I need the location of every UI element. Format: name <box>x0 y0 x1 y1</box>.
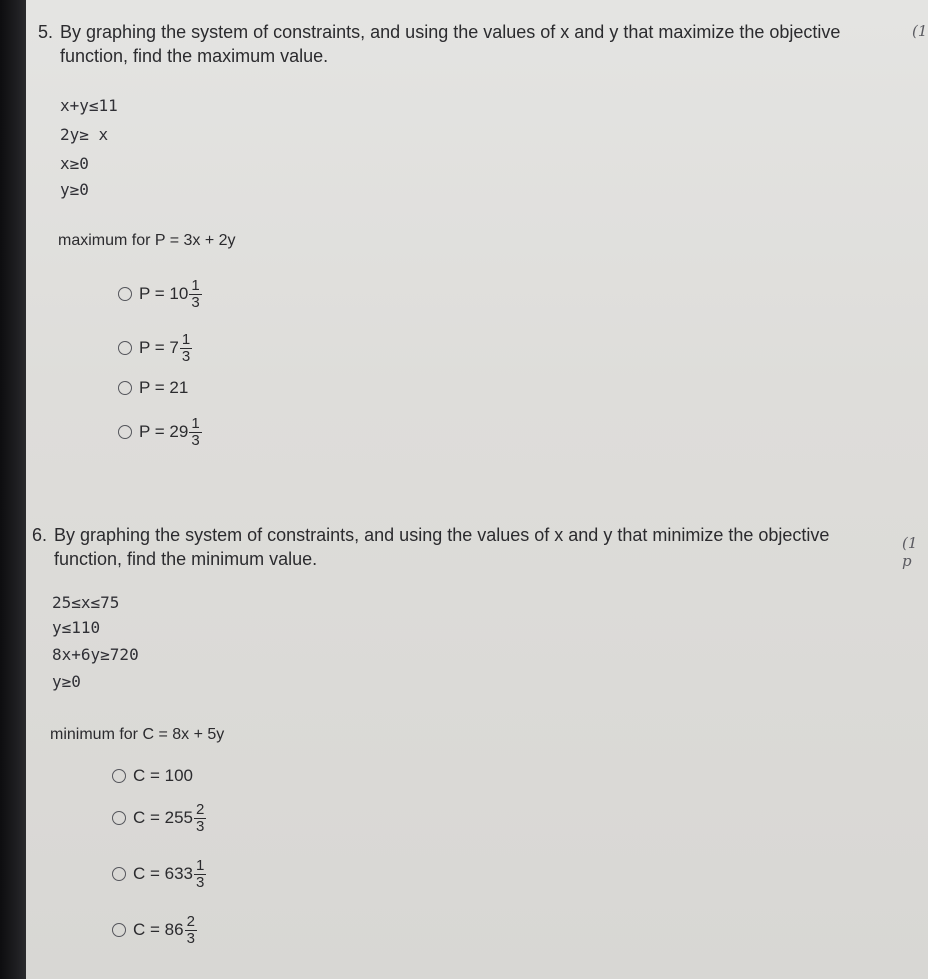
q5-constraint: 2y≥ x <box>60 125 109 144</box>
option-label: P = 7 <box>139 338 179 357</box>
radio-button[interactable] <box>112 769 126 783</box>
q5-line1 <box>38 20 848 44</box>
fraction-numerator: 1 <box>196 856 205 874</box>
q6-objective: minimum for C = 8x + 5y <box>50 726 225 743</box>
fraction-denominator: 3 <box>181 347 191 365</box>
q6-line2: function, find the minimum value. <box>54 549 318 569</box>
option-label: P = 29 <box>139 422 189 441</box>
q6-option-3[interactable] <box>112 854 206 894</box>
fraction-denominator: 3 <box>196 817 205 835</box>
fraction <box>189 416 201 449</box>
q6-option-2[interactable] <box>112 798 206 838</box>
q5-option-2[interactable] <box>118 328 202 368</box>
q6-line1 <box>32 523 842 547</box>
q5-points: (1 <box>912 22 928 40</box>
q6-option-1[interactable] <box>112 762 206 790</box>
option-label: C = 255 <box>133 808 194 827</box>
q6-constraint: 8x+6y≥720 <box>52 645 139 664</box>
fraction-denominator: 3 <box>191 293 200 311</box>
fraction-numerator: 1 <box>191 276 200 294</box>
fraction <box>185 914 197 947</box>
q5-objective: maximum for P = 3x + 2y <box>58 232 236 249</box>
q6-constraint: y≥0 <box>52 672 81 691</box>
q5-constraint: x≥0 <box>60 154 89 173</box>
q5-options <box>118 274 202 452</box>
radio-button[interactable] <box>112 811 126 825</box>
q6-options <box>112 762 206 950</box>
fraction-denominator: 3 <box>191 431 200 449</box>
radio-button[interactable] <box>118 425 132 439</box>
radio-button[interactable] <box>112 867 126 881</box>
fraction <box>189 278 201 311</box>
q5-option-4[interactable] <box>118 412 202 452</box>
dark-left-edge <box>0 0 26 979</box>
q6-constraint: y≤110 <box>52 618 101 637</box>
q6-constraints <box>52 593 139 697</box>
q5-line1-text: By graphing the system of constraints, and using the values of x and y that maximize the objective <box>60 22 841 42</box>
radio-button[interactable] <box>112 923 126 937</box>
fraction-numerator: 2 <box>186 912 195 930</box>
fraction <box>194 858 206 891</box>
q6-points: (1 p <box>902 534 918 570</box>
q6-constraint: 25≤x≤75 <box>52 593 120 612</box>
option-label: P = 10 <box>139 284 189 303</box>
option-label: P = 21 <box>139 378 189 397</box>
q5-constraint: x+y≤11 <box>60 96 118 115</box>
radio-button[interactable] <box>118 341 132 355</box>
q5-constraint: y≥0 <box>60 180 89 199</box>
fraction-denominator: 3 <box>186 929 195 947</box>
q6-prompt <box>32 523 842 571</box>
fraction <box>180 332 192 365</box>
q5-option-3[interactable] <box>118 374 202 402</box>
q6-number: 6. <box>32 525 48 545</box>
option-label: C = 86 <box>133 920 184 939</box>
fraction-numerator: 1 <box>191 414 200 432</box>
option-label: C = 633 <box>133 864 194 883</box>
fraction-numerator: 2 <box>196 800 205 818</box>
q5-constraints <box>60 96 118 206</box>
fraction-denominator: 3 <box>196 873 205 891</box>
radio-button[interactable] <box>118 381 132 395</box>
q5-prompt <box>38 20 848 68</box>
option-label: C = 100 <box>133 766 194 785</box>
q5-line2: function, find the maximum value. <box>60 46 329 66</box>
q5-option-1[interactable] <box>118 274 202 314</box>
fraction-numerator: 1 <box>181 330 191 348</box>
q6-option-4[interactable] <box>112 910 206 950</box>
q6-line1-text: By graphing the system of constraints, and using the values of x and y that minimize the objective <box>54 525 830 545</box>
radio-button[interactable] <box>118 287 132 301</box>
q5-number: 5. <box>38 22 54 42</box>
fraction <box>194 802 206 835</box>
